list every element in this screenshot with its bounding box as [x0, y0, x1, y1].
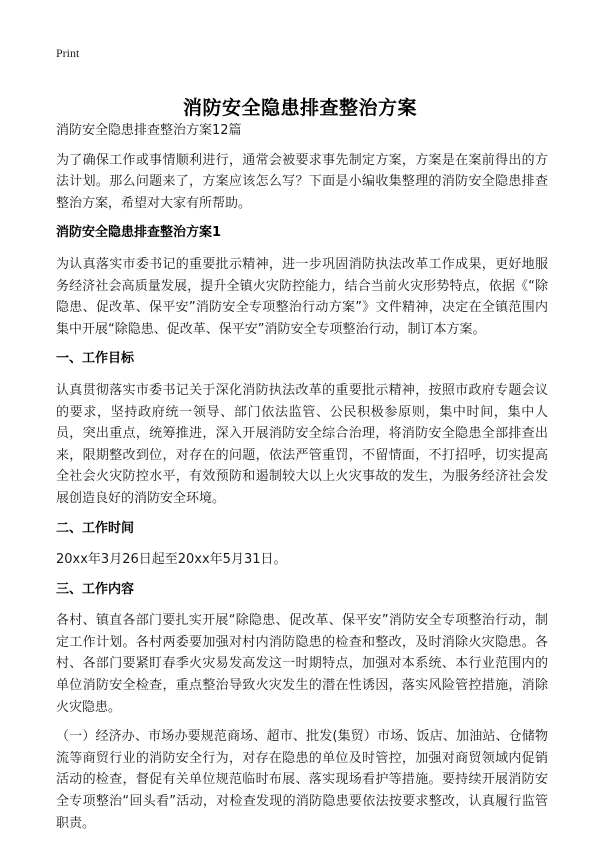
section-heading-time: 二、工作时间 [56, 520, 135, 536]
section-time-paragraph: 20xx年3月26日起至20xx年5月31日。 [56, 552, 287, 568]
page-title: 消防安全隐患排查整治方案 [182, 96, 417, 119]
intro-paragraph: 为了确保工作或事情顺利进行，通常会被要求事先制定方案，方案是在案前得出的方法计划。那么问题来了，方案应该怎么写？下面是小编收集整理的消防安全隐患排查整治方案，希望对大家有所帮助。 [56, 152, 548, 211]
section-content-paragraph: 各村、镇直各部门要扎实开展“除隐患、促改革、保平安”消防安全专项整治行动，制定工作计划。各村两委要加强对村内消防隐患的检查和整改，及时消除火灾隐患。各村、各部门要紧盯春季火灾易发高发这一时期特点，加强对本系统、本行业范围内的单位消防安全检查，重点整治导致火灾发生的潜在性诱因，落实风险管控措施，消除火灾隐患。 [56, 613, 548, 715]
section-heading-goals: 一、工作目标 [56, 351, 135, 367]
section-goals-paragraph: 认真贯彻落实市委书记关于深化消防执法改革的重要批示精神，按照市政府专题会议的要求，坚持政府统一领导、部门依法监管、公民积极参原则，集中时间，集中人员，突出重点，统筹推进，深入开展消防安全综合治理，将消防安全隐患全部排查出来，限期整改到位，对存在的问题，依法严管重罚，不留情面，不打招呼，切实提高全社会火灾防控水平，有效预防和遏制较大以上火灾事故的发生，为服务经济社会发展创造良好的消防安全环境。 [56, 382, 548, 506]
document-body [56, 120, 548, 842]
section-content-subparagraph: （一）经济办、市场办要规范商场、超市、批发(集贸）市场、饭店、加油站、仓储物流等商贸行业的消防安全行为，对存在隐患的单位及时管控，加强对商贸领域内促销活动的检查，督促有关单位规范临时布展、落实现场看护等措施。要持续开展消防安全专项整治“回头看”活动，对检查发现的消防隐患要依法按要求整改，认真履行监管职责。 [56, 729, 548, 831]
article-title: 消防安全隐患排查整治方案1 [56, 225, 222, 241]
print-link[interactable]: Print [56, 46, 80, 60]
document-subtitle: 消防安全隐患排查整治方案12篇 [56, 123, 242, 138]
article-intro-paragraph: 为认真落实市委书记的重要批示精神，进一步巩固消防执法改革工作成果，更好地服务经济社会高质量发展，提升全镇火灾防控能力，结合当前火灾形势特点，依据《“除隐患、促改革、保平安”消防安全专项整治行动方案”》文件精神，决定在全镇范围内集中开展“除隐患、促改革、保平安”消防安全专项整治行动，制订本方案。 [56, 256, 548, 337]
section-heading-content: 三、工作内容 [56, 581, 135, 597]
